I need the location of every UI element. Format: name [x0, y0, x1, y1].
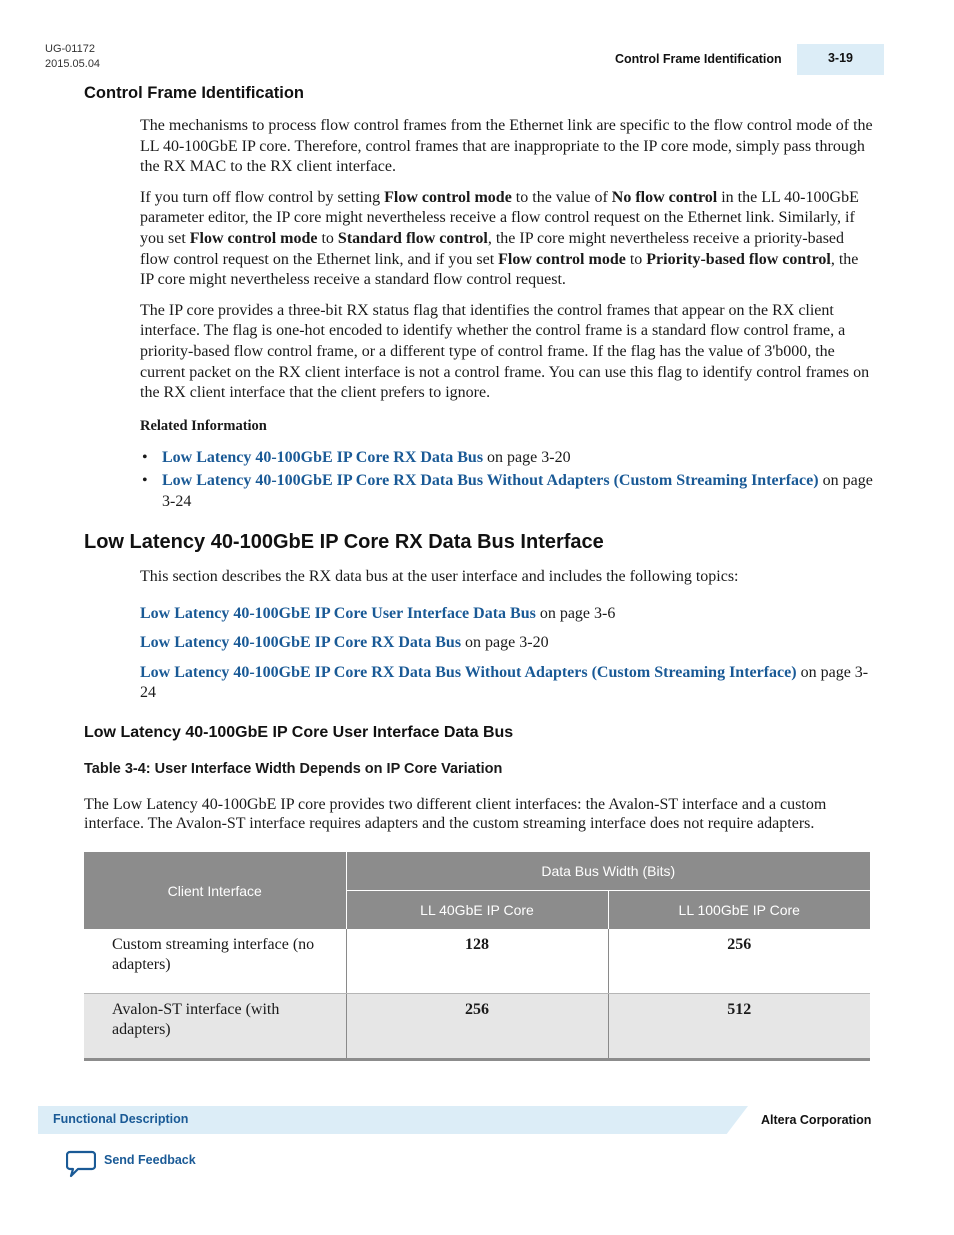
- column-header-ll-40gbe: LL 40GbE IP Core: [346, 891, 608, 930]
- table-caption: Table 3-4: User Interface Width Depends on IP Core Variation: [84, 761, 503, 777]
- bold-term: Flow control mode: [189, 229, 318, 247]
- topic-item: [140, 633, 875, 654]
- list-item: [140, 470, 875, 512]
- cell-ll-40gbe-width: 256: [346, 994, 608, 1060]
- page-reference: on page 3-20: [483, 449, 571, 466]
- user-interface-width-table: [84, 852, 870, 1061]
- text-run: , the IP core might nevertheless receive a standard flow control request.: [140, 250, 859, 289]
- bold-term: No flow control: [611, 188, 718, 206]
- section1-body: [140, 116, 875, 435]
- page-reference: on page 3-6: [535, 604, 616, 622]
- link-rx-data-bus[interactable]: Low Latency 40-100GbE IP Core RX Data Bus: [162, 449, 484, 466]
- bold-term: Flow control mode: [384, 188, 512, 206]
- section2-body: [140, 567, 875, 704]
- paragraph-status-flag: The IP core provides a three-bit RX status flag that identifies the control frames that appear on the RX client interface. The flag is one-hot encoded to identify whether the control frame is a standard flow control frame, a priority-based flow control frame, or a different type of control frame. If the flag has the value of 3'b000, the current packet on the RX client interface is not a control frame. You can use this flag to identify control frames on the RX client interface that the client prefers to ignore.: [140, 301, 870, 402]
- cell-ll-100gbe-width: 512: [608, 994, 870, 1060]
- link-rx-data-bus[interactable]: Low Latency 40-100GbE IP Core RX Data Bus: [140, 634, 462, 652]
- section-heading-rx-data-bus-interface: Low Latency 40-100GbE IP Core RX Data Bus Interface: [84, 531, 604, 553]
- bold-term: Standard flow control: [337, 229, 488, 247]
- footer-company: Altera Corporation: [761, 1113, 872, 1127]
- page-reference: on page 3-24: [140, 663, 869, 702]
- column-header-client-interface: Client Interface: [84, 852, 346, 929]
- link-rx-data-bus-without-adapters[interactable]: Low Latency 40-100GbE IP Core RX Data Bus Without Adapters (Custom Streaming Interface): [162, 472, 819, 489]
- topic-item: [140, 604, 875, 625]
- text-run: in the LL 40-100GbE parameter editor, the IP core might nevertheless receive a flow control request on the Ethernet link. Similarly, if you set: [140, 188, 859, 247]
- column-header-ll-100gbe: LL 100GbE IP Core: [608, 891, 870, 930]
- bold-term: Flow control mode: [498, 250, 626, 268]
- section-heading-user-interface-data-bus: Low Latency 40-100GbE IP Core User Interface Data Bus: [84, 724, 514, 741]
- text-run: , the IP core might nevertheless receive a priority-based flow control request on the Ethernet link, and if you set: [140, 229, 845, 268]
- column-group-header-data-bus-width: Data Bus Width (Bits): [346, 852, 870, 891]
- link-rx-data-bus-without-adapters[interactable]: Low Latency 40-100GbE IP Core RX Data Bus Without Adapters (Custom Streaming Interface): [140, 663, 797, 681]
- doc-date: 2015.05.04: [45, 58, 101, 70]
- list-item: [140, 447, 875, 468]
- header-page-number: 3-19: [797, 44, 884, 75]
- footer-chapter-title: Functional Description: [53, 1112, 189, 1126]
- table-row: [84, 994, 870, 1060]
- bold-term: Priority-based flow control: [646, 250, 831, 268]
- document-id: [45, 42, 100, 72]
- text-run: to: [317, 229, 338, 247]
- cell-ll-40gbe-width: 128: [346, 929, 608, 994]
- text-run: to: [625, 250, 647, 268]
- speech-bubble-icon[interactable]: [66, 1150, 96, 1178]
- paragraph-flow-control: [140, 188, 875, 291]
- cell-client-interface: Custom streaming interface (no adapters): [84, 929, 346, 994]
- cell-client-interface: Avalon-ST interface (with adapters): [84, 994, 346, 1060]
- page-reference: on page 3-20: [461, 634, 549, 652]
- page-reference: on page 3-24: [162, 472, 873, 510]
- table-row: [84, 929, 870, 994]
- link-user-interface-data-bus[interactable]: Low Latency 40-100GbE IP Core User Interface Data Bus: [140, 604, 536, 622]
- text-run: to the value of: [511, 188, 612, 206]
- topic-item: [140, 663, 875, 704]
- doc-number: UG-01172: [45, 43, 95, 55]
- send-feedback-link[interactable]: Send Feedback: [104, 1153, 196, 1167]
- table-description: The Low Latency 40-100GbE IP core provides two different client interfaces: the Avalon-ST interface and a custom interface. The Avalon-ST interface requires adapters and the custom streaming interface does not require adapters.: [84, 796, 827, 832]
- header-section-title: Control Frame Identification: [615, 52, 782, 66]
- related-links-list: [140, 447, 875, 514]
- paragraph-intro: This section describes the RX data bus at the user interface and includes the following topics:: [140, 568, 739, 585]
- cell-ll-100gbe-width: 256: [608, 929, 870, 994]
- section-heading-control-frame: Control Frame Identification: [84, 84, 305, 102]
- text-run: If you turn off flow control by setting: [140, 188, 385, 206]
- paragraph-mechanisms: The mechanisms to process flow control frames from the Ethernet link are specific to the flow control mode of the LL 40-100GbE IP core. Therefore, control frames that are inappropriate to the IP core mode, simply pass through the RX MAC to the RX client interface.: [140, 117, 873, 176]
- related-information-label: Related Information: [140, 417, 267, 434]
